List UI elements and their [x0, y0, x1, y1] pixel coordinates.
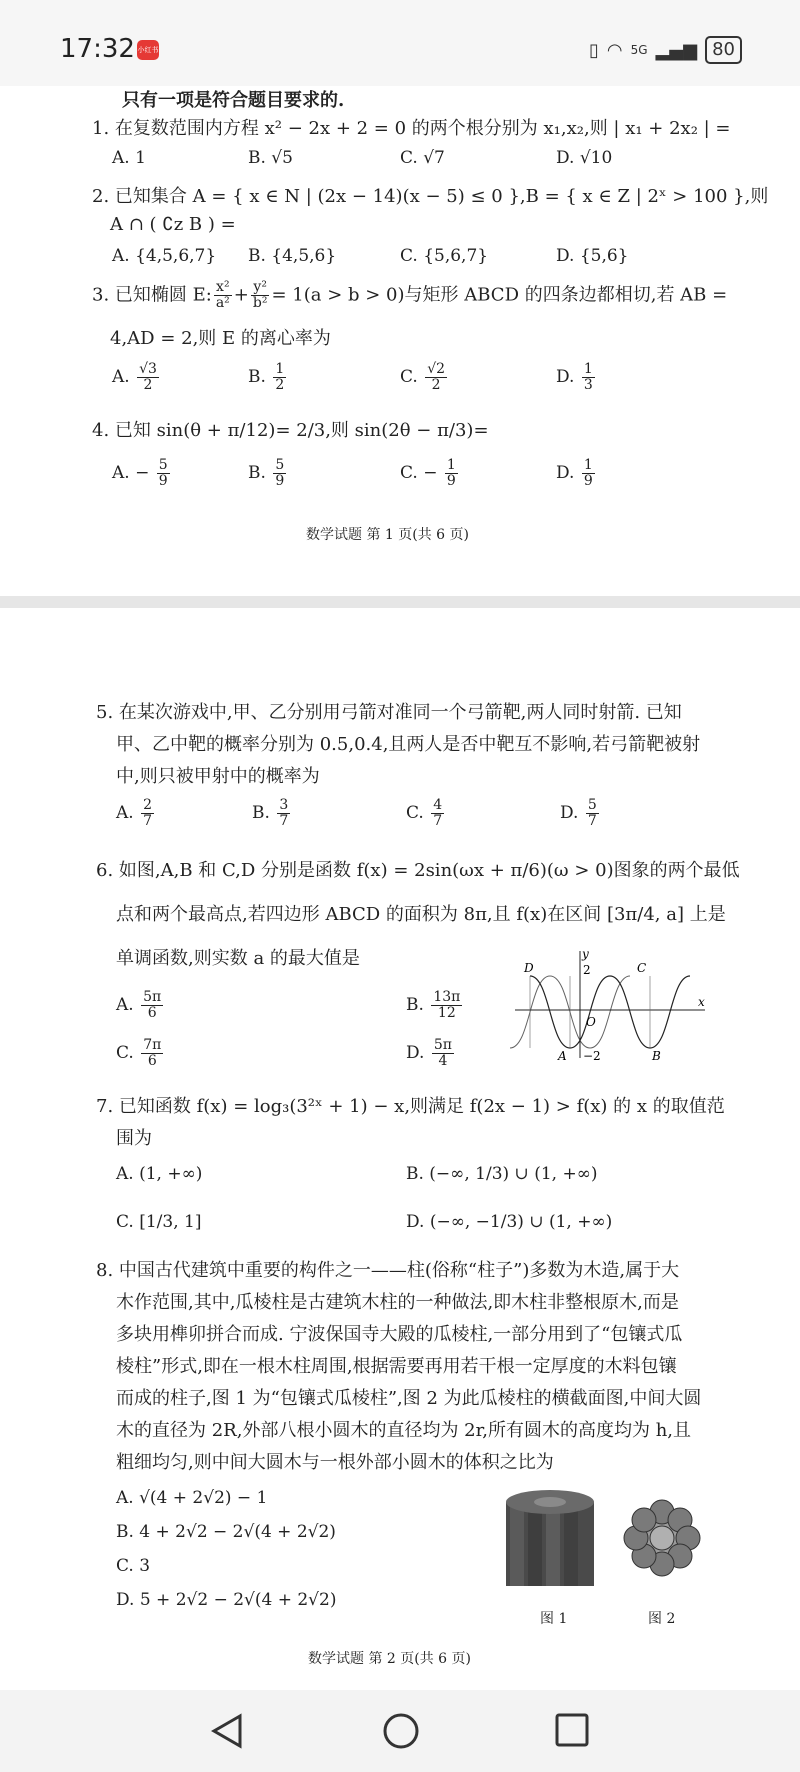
q5-line3: 中,则只被甲射中的概率为 — [116, 766, 320, 787]
q8-option-a[interactable]: A. √(4 + 2√2) − 1 — [116, 1488, 268, 1508]
document-page-2 — [0, 608, 800, 1690]
q3-option-b[interactable] — [248, 362, 288, 393]
q8-line6: 木的直径为 2R,外部八根小圆木的直径均为 2r,所有圆木的高度均为 h,且 — [116, 1420, 692, 1441]
q6-c-label: C. — [116, 1043, 134, 1063]
q2-option-a[interactable]: A. {4,5,6,7} — [112, 246, 217, 266]
q6-d-den: 4 — [438, 1053, 448, 1069]
q5-d-label: D. — [560, 803, 579, 823]
q1-stem: 1. 在复数范围内方程 x² − 2x + 2 = 0 的两个根分别为 x₁,x₂,则 | x₁ + 2x₂ | = — [92, 118, 731, 139]
figure-2-cross-section — [612, 1488, 712, 1588]
q3-stem-line2: 4,AD = 2,则 E 的离心率为 — [110, 328, 331, 349]
q5-b-label: B. — [252, 803, 270, 823]
q4-expr1: (θ + π/12) — [183, 420, 276, 441]
q3-option-a[interactable] — [112, 362, 161, 393]
q3-c-den: 2 — [431, 377, 441, 393]
q4-expr2: (2θ − π/3) — [381, 420, 474, 441]
q3-stem-pre: 3. 已知椭圆 E: — [92, 284, 212, 306]
q4-c-frac — [445, 458, 458, 489]
q8-line4: 棱柱”形式,即在一根木柱周围,根据需要再用若干根一定厚度的木料包镶 — [116, 1356, 677, 1377]
q4-option-c[interactable] — [400, 458, 460, 489]
q3-b-den: 2 — [275, 377, 285, 393]
q6-c-frac — [141, 1038, 163, 1069]
x-label: x — [698, 995, 705, 1009]
page2-footer: 数学试题 第 2 页(共 6 页) — [308, 1651, 471, 1667]
q6-line3: 单调函数,则实数 a 的最大值是 — [116, 948, 360, 969]
page-divider — [0, 596, 800, 608]
status-icons — [589, 36, 742, 64]
q6-b-num: 13π — [433, 989, 461, 1005]
q4-d-den: 9 — [583, 473, 593, 489]
q3-x2: x² — [214, 280, 232, 296]
battery-icon: 80 — [705, 36, 742, 64]
q4-c-den: 9 — [446, 473, 456, 489]
q4-post: = — [473, 420, 489, 441]
q4-d-frac — [582, 458, 595, 489]
q6-a-num: 5π — [143, 989, 162, 1005]
vibrate-icon: ▯ — [589, 39, 599, 61]
q8-option-d[interactable]: D. 5 + 2√2 − 2√(4 + 2√2) — [116, 1590, 337, 1610]
q3-b-frac — [273, 362, 286, 393]
signal-icon: ▂▄▆ — [655, 39, 698, 61]
q3-c-frac — [425, 362, 447, 393]
q4-option-d[interactable] — [556, 458, 597, 489]
q5-b-frac — [277, 798, 290, 829]
q5-option-b[interactable] — [252, 798, 292, 829]
label-minus-2: −2 — [583, 1049, 601, 1063]
recents-icon[interactable] — [554, 1712, 590, 1748]
q3-d-den: 3 — [583, 377, 593, 393]
q3-d-label: D. — [556, 367, 575, 387]
q3-stem-line1 — [92, 280, 727, 311]
q3-a2: a² — [215, 295, 230, 311]
q4-option-a[interactable] — [112, 458, 172, 489]
q7-option-a[interactable]: A. (1, +∞) — [116, 1164, 203, 1184]
q8-line1: 8. 中国古代建筑中重要的构件之一——柱(俗称“柱子”)多数为木造,属于大 — [96, 1260, 680, 1281]
y-label: y — [582, 948, 589, 961]
q8-line7: 粗细均匀,则中间大圆木与一根外部小圆木的体积之比为 — [116, 1452, 554, 1473]
q3-frac-x — [214, 280, 232, 311]
q3-stem-post: = 1(a > b > 0)与矩形 ABCD 的四条边都相切,若 AB = — [271, 284, 728, 306]
q2-option-d[interactable]: D. {5,6} — [556, 246, 629, 266]
q6-option-c[interactable] — [116, 1038, 165, 1069]
q4-c-label: C. − — [400, 463, 438, 483]
q4-b-label: B. — [248, 463, 266, 483]
point-d-label: D — [524, 961, 534, 975]
point-b-label: B — [652, 1049, 661, 1063]
q4-mid: = 2/3,则 sin — [275, 420, 382, 441]
q4-d-label: D. — [556, 463, 575, 483]
q5-a-label: A. — [116, 803, 134, 823]
q7-option-b[interactable]: B. (−∞, 1/3) ∪ (1, +∞) — [406, 1164, 598, 1184]
q5-option-d[interactable] — [560, 798, 601, 829]
q4-d-num: 1 — [583, 457, 593, 473]
q6-b-label: B. — [406, 995, 424, 1015]
navigation-bar — [0, 1690, 800, 1772]
q5-option-a[interactable] — [116, 798, 156, 829]
q5-b-num: 3 — [279, 797, 289, 813]
q2-stem-line2: A ∩ ( ∁ᴢ B ) = — [110, 214, 236, 235]
point-c-label: C — [637, 961, 647, 975]
q5-d-frac — [586, 798, 599, 829]
q5-d-den: 7 — [587, 813, 597, 829]
q6-line2: 点和两个最高点,若四边形 ABCD 的面积为 8π,且 f(x)在区间 [3π/4, a] 上是 — [116, 904, 726, 925]
q6-b-den: 12 — [437, 1005, 456, 1021]
q7-line2: 围为 — [116, 1128, 152, 1149]
q4-a-label: A. − — [112, 463, 150, 483]
q6-sine-graph — [510, 948, 710, 1063]
q3-option-d[interactable] — [556, 362, 597, 393]
status-time: 17:32 — [60, 34, 135, 64]
q3-frac-y — [251, 280, 270, 311]
q5-b-den: 7 — [279, 813, 289, 829]
q5-a-num: 2 — [143, 797, 153, 813]
q6-d-frac — [432, 1038, 454, 1069]
q3-plus: + — [233, 284, 249, 306]
status-bar — [0, 0, 800, 86]
q6-b-frac — [431, 990, 462, 1021]
q2-stem-line1: 2. 已知集合 A = { x ∈ N | (2x − 14)(x − 5) ≤ 0 },B = { x ∈ Z | 2ˣ > 100 },则 — [92, 186, 769, 207]
q4-stem — [92, 416, 489, 442]
q3-d-frac — [582, 362, 595, 393]
q6-option-a[interactable] — [116, 990, 165, 1021]
q6-a-label: A. — [116, 995, 134, 1015]
q5-option-c[interactable] — [406, 798, 446, 829]
back-icon[interactable] — [210, 1712, 244, 1750]
q5-c-label: C. — [406, 803, 424, 823]
home-icon[interactable] — [382, 1712, 420, 1750]
q5-c-num: 4 — [433, 797, 443, 813]
q4-pre: 4. 已知 sin — [92, 420, 184, 441]
q4-b-frac — [273, 458, 286, 489]
q8-option-b[interactable]: B. 4 + 2√2 − 2√(4 + 2√2) — [116, 1522, 336, 1542]
q8-option-c[interactable]: C. 3 — [116, 1556, 151, 1576]
figure-1-column-image — [500, 1488, 600, 1588]
q6-option-d[interactable] — [406, 1038, 456, 1069]
q1-option-a[interactable]: A. 1 — [112, 148, 146, 168]
document-page-1 — [0, 86, 800, 596]
q1-option-d[interactable]: D. √10 — [556, 148, 613, 168]
q6-a-den: 6 — [147, 1005, 157, 1021]
q7-line1: 7. 已知函数 f(x) = log₃(3²ˣ + 1) − x,则满足 f(2x − 1) > f(x) 的 x 的取值范 — [96, 1096, 725, 1117]
q5-c-frac — [431, 798, 444, 829]
q1-option-c[interactable]: C. √7 — [400, 148, 445, 168]
point-a-label: A — [558, 1049, 567, 1063]
q6-d-label: D. — [406, 1043, 425, 1063]
q7-option-c[interactable]: C. [1/3, 1] — [116, 1212, 202, 1232]
q3-c-num: √2 — [427, 361, 446, 377]
section-header: 只有一项是符合题目要求的. — [122, 90, 345, 111]
q2-option-b[interactable]: B. {4,5,6} — [248, 246, 337, 266]
q4-c-num: 1 — [446, 457, 456, 473]
q6-a-frac — [141, 990, 163, 1021]
q8-line3: 多块用榫卯拼合而成. 宁波保国寺大殿的瓜棱柱,一部分用到了“包镶式瓜 — [116, 1324, 683, 1345]
q5-line1: 5. 在某次游戏中,甲、乙分别用弓箭对准同一个弓箭靶,两人同时射箭. 已知 — [96, 702, 682, 723]
q5-a-den: 7 — [143, 813, 153, 829]
label-2: 2 — [583, 963, 591, 977]
q3-a-label: A. — [112, 367, 130, 387]
q2-option-c[interactable]: C. {5,6,7} — [400, 246, 489, 266]
q3-a-den: 2 — [143, 377, 153, 393]
q4-option-b[interactable] — [248, 458, 288, 489]
q8-line2: 木作范围,其中,瓜棱柱是古建筑木柱的一种做法,即木柱非整根原木,而是 — [116, 1292, 679, 1313]
q6-option-b[interactable] — [406, 990, 464, 1021]
q3-d-num: 1 — [583, 361, 593, 377]
origin-label: O — [586, 1015, 596, 1029]
q7-option-d[interactable]: D. (−∞, −1/3) ∪ (1, +∞) — [406, 1212, 613, 1232]
network-label: 5G — [630, 43, 648, 57]
q3-c-label: C. — [400, 367, 418, 387]
q4-a-num: 5 — [158, 457, 168, 473]
q5-c-den: 7 — [433, 813, 443, 829]
q3-a-num: √3 — [139, 361, 157, 377]
q3-b-num: 1 — [275, 361, 285, 377]
q4-a-frac — [157, 458, 170, 489]
page1-footer: 数学试题 第 1 页(共 6 页) — [306, 527, 469, 543]
q3-b-label: B. — [248, 367, 266, 387]
q4-b-num: 5 — [275, 457, 285, 473]
app-badge-icon: 小红书 — [137, 40, 159, 60]
q3-b2: b² — [252, 295, 268, 311]
figure-1-label: 图 1 — [540, 1611, 568, 1627]
q5-line2: 甲、乙中靶的概率分别为 0.5,0.4,且两人是否中靶互不影响,若弓箭靶被射 — [116, 734, 701, 755]
figure-2-label: 图 2 — [648, 1611, 676, 1627]
q4-b-den: 9 — [275, 473, 285, 489]
q6-d-num: 5π — [433, 1037, 452, 1053]
q6-line1: 6. 如图,A,B 和 C,D 分别是函数 f(x) = 2sin(ωx + π/6)(ω > 0)图象的两个最低 — [96, 860, 740, 881]
q5-a-frac — [141, 798, 154, 829]
q3-a-frac — [137, 362, 159, 393]
q3-option-c[interactable] — [400, 362, 449, 393]
q3-y2: y² — [251, 280, 270, 296]
q1-option-b[interactable]: B. √5 — [248, 148, 293, 168]
q5-d-num: 5 — [587, 797, 597, 813]
q8-line5: 而成的柱子,图 1 为“包镶式瓜棱柱”,图 2 为此瓜棱柱的横截面图,中间大圆 — [116, 1388, 702, 1409]
q6-c-num: 7π — [143, 1037, 162, 1053]
wifi-icon: ◠ — [606, 39, 623, 61]
q6-c-den: 6 — [147, 1053, 157, 1069]
q4-a-den: 9 — [158, 473, 168, 489]
